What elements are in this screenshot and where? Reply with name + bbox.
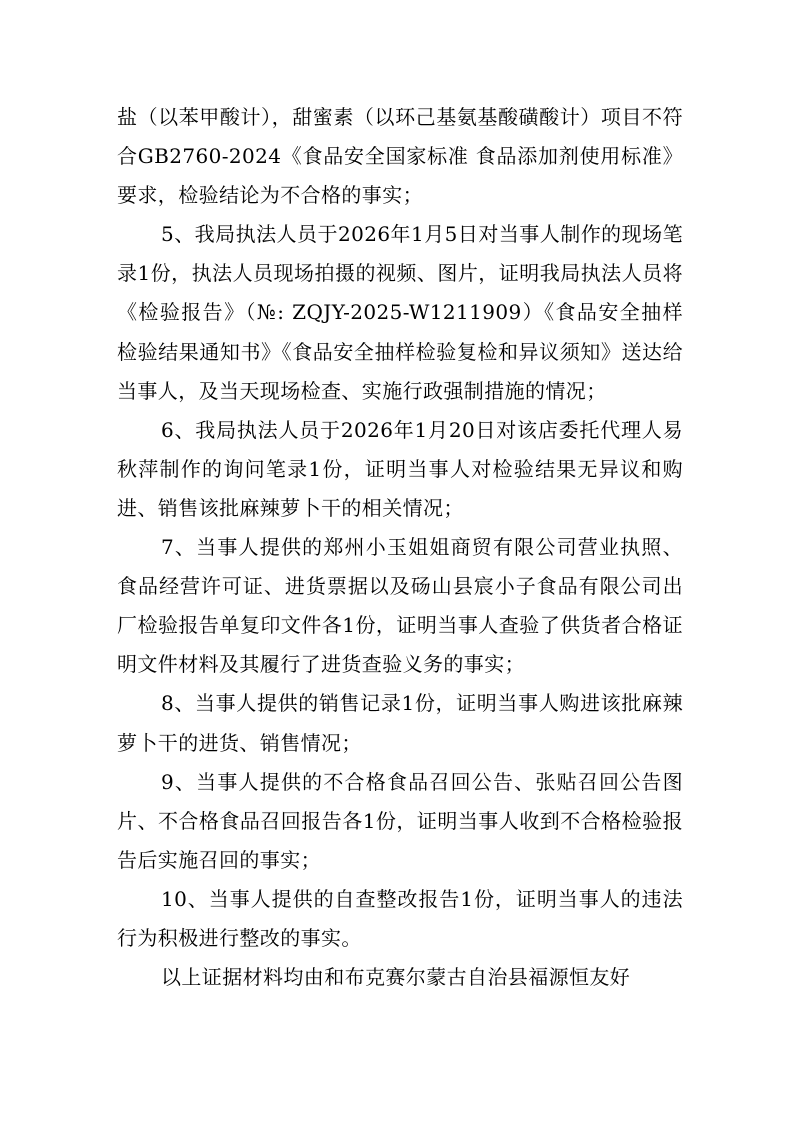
paragraph-item-9: 9、当事人提供的不合格食品召回公告、张贴召回公告图片、不合格食品召回报告各1份，证明当事人收到不合格检验报告后实施召回的事实； — [117, 769, 683, 872]
paragraph-summary: 以上证据材料均由和布克赛尔蒙古自治县福源恒友好 — [161, 965, 631, 990]
paragraph-item-7: 7、当事人提供的郑州小玉姐姐商贸有限公司营业执照、食品经营许可证、进货票据以及砀山县宸小子食品有限公司出厂检验报告单复印文件各1份，证明当事人查验了供货者合格证明文件材料及其履行了进货查验义务的事实； — [117, 535, 683, 677]
paragraph-item-10: 10、当事人提供的自查整改报告1份，证明当事人的违法行为积极进行整改的事实。 — [117, 886, 683, 950]
paragraph-item-8: 8、当事人提供的销售记录1份，证明当事人购进该批麻辣萝卜干的进货、销售情况； — [117, 691, 683, 755]
paragraph-item-6: 6、我局执法人员于2026年1月20日对该店委托代理人易秋萍制作的询问笔录1份，证明当事人对检验结果无异议和购进、销售该批麻辣萝卜干的相关情况； — [117, 417, 683, 520]
paragraph-continuation: 盐（以苯甲酸计），甜蜜素（以环己基氨基酸磺酸计）项目不符合GB2760-2024《食品安全国家标准 食品添加剂使用标准》要求，检验结论为不合格的事实； — [117, 105, 683, 208]
document-body — [117, 98, 683, 997]
paragraph-item-5: 5、我局执法人员于2026年1月5日对当事人制作的现场笔录1份，执法人员现场拍摄的视频、图片，证明我局执法人员将《检验报告》（№: ZQJY-2025-W1211909）《食品安全抽样检验结果通知书》《食品安全抽样检验复检和异议须知》送达给当事人，及当天现场检查、实施行政强制措施的情况； — [117, 222, 683, 403]
